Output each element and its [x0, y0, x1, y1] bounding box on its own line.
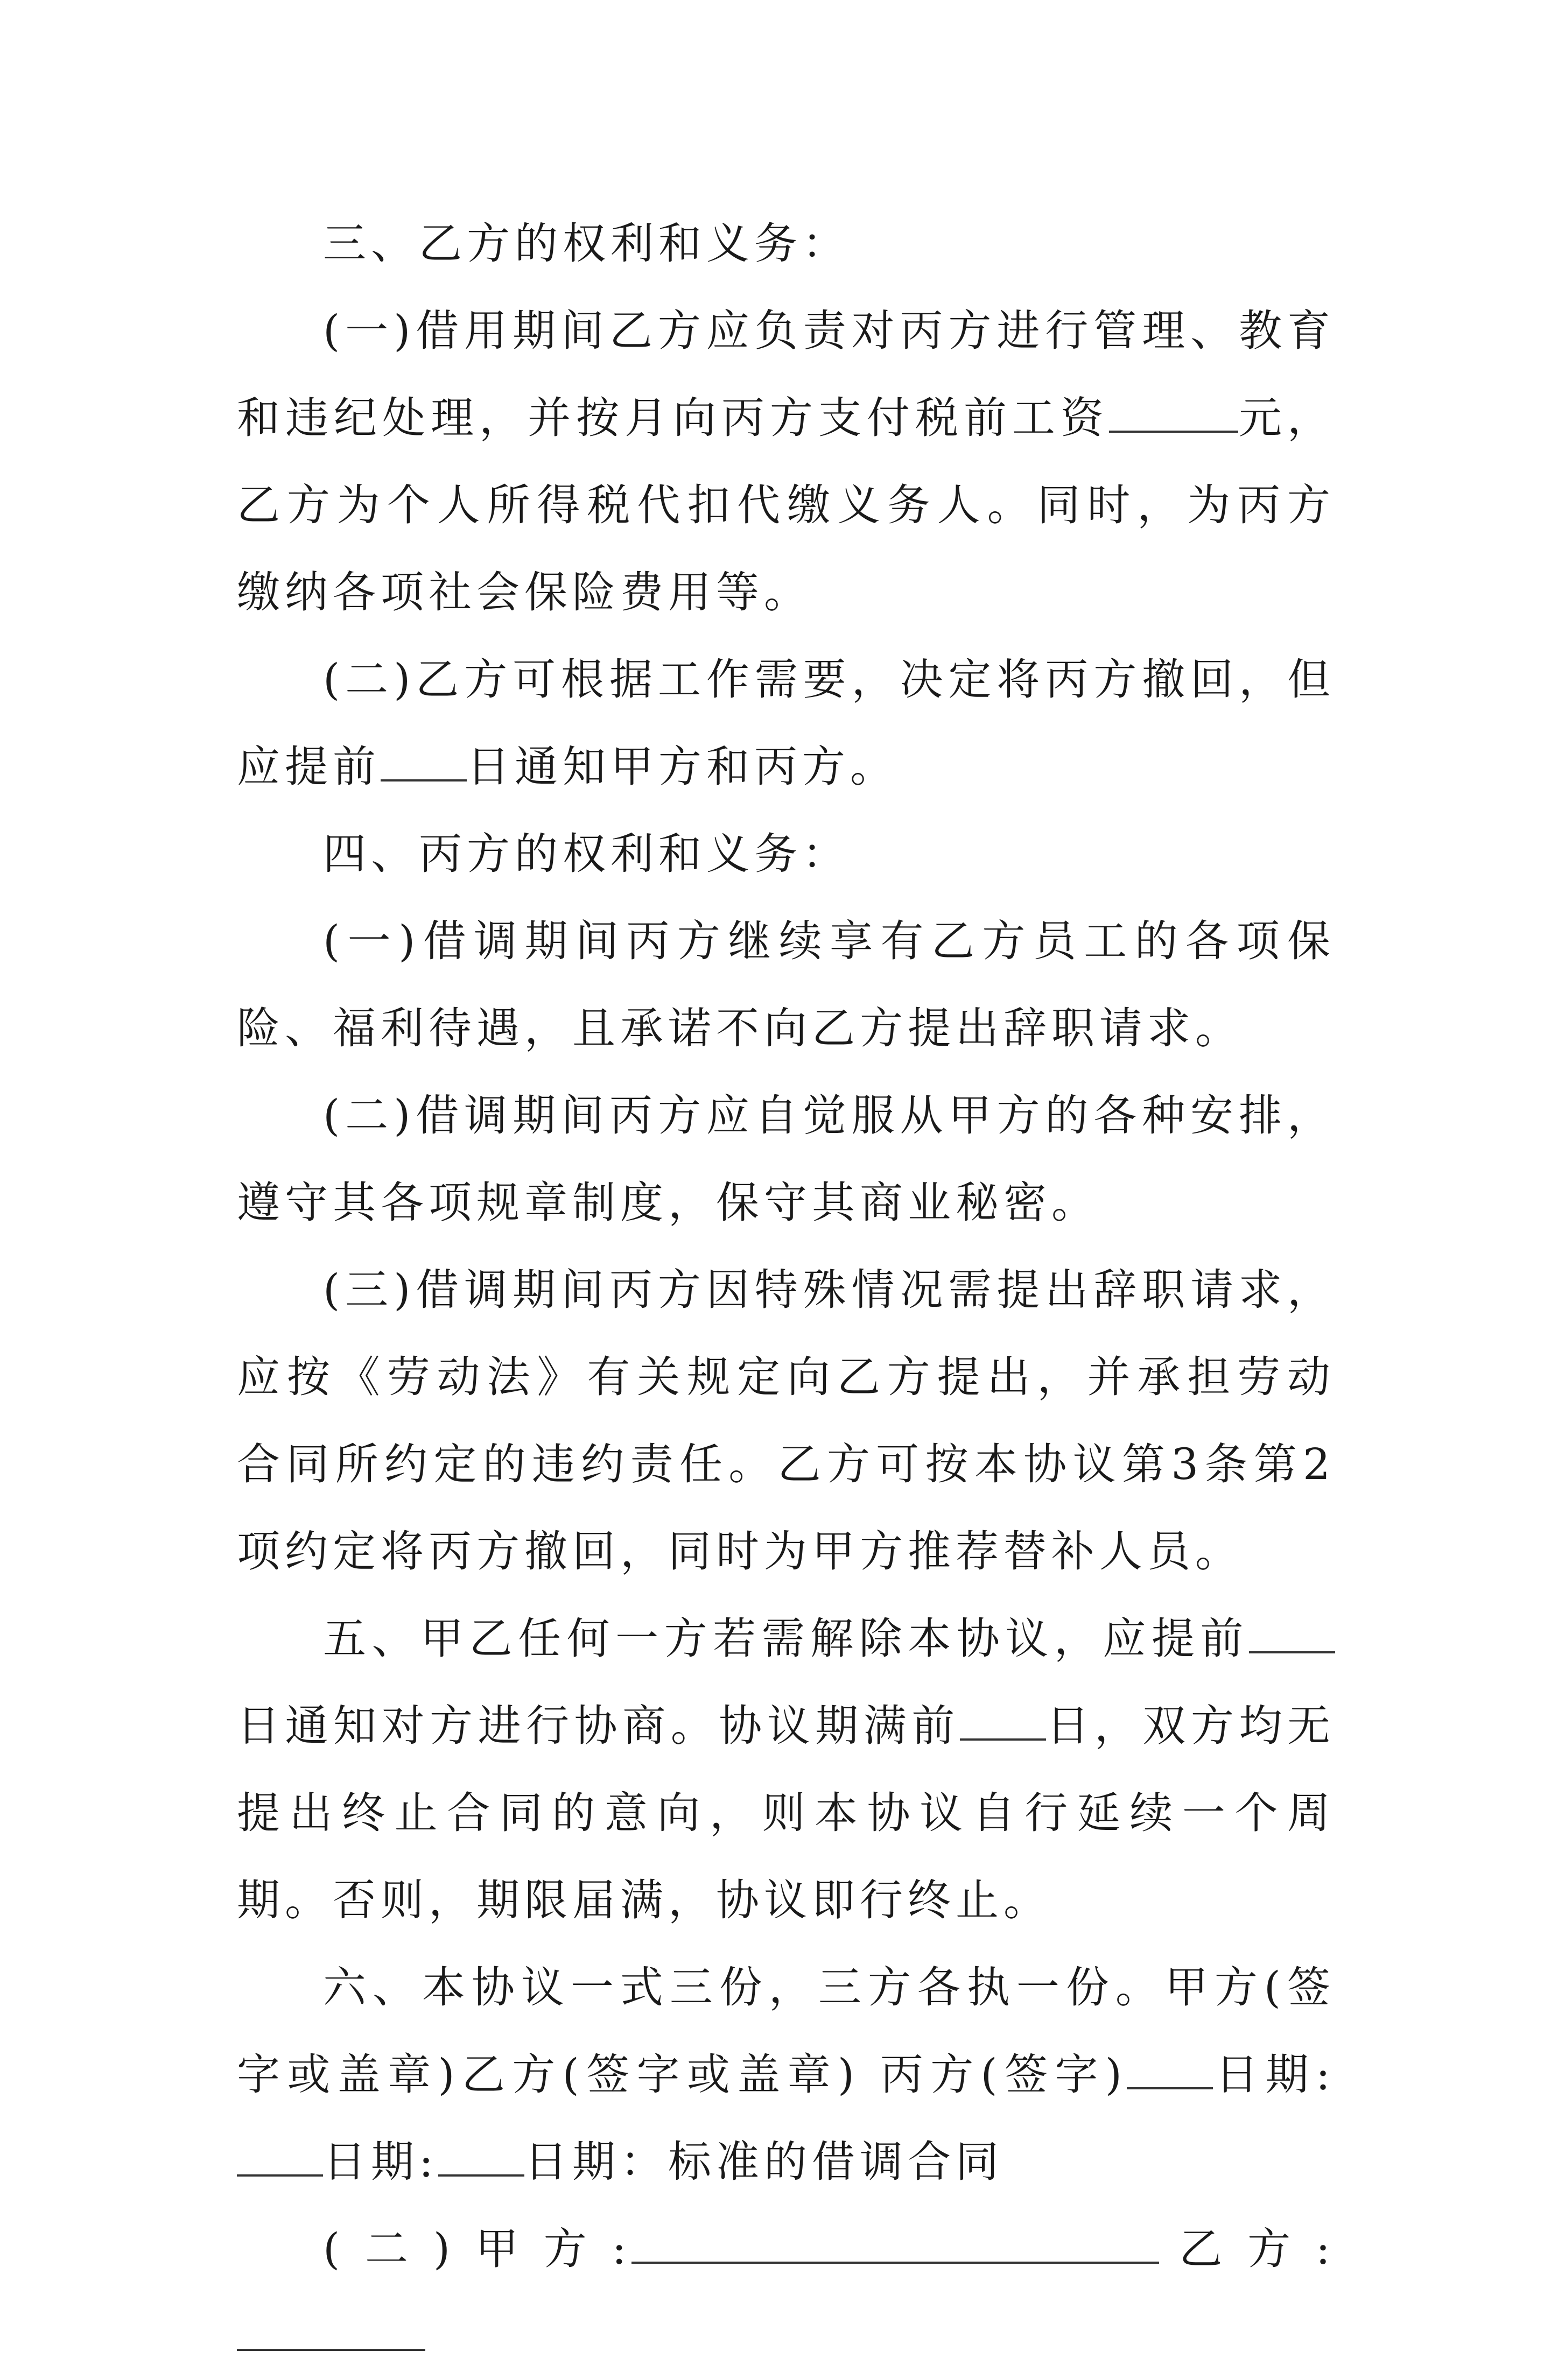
paragraph-text: (二)借调期间丙方应自觉服从甲方的各种安排，遵守其各项规章制度，保守其商业秘密。 [237, 1090, 1335, 1228]
paragraph-text: 四、丙方的权利和义务： [323, 829, 850, 879]
paragraph-text: 六、本协议一式三份，三方各执一份。甲方(签字或盖章)乙方(签字或盖章) 丙方(签字) [237, 1962, 1335, 2100]
paragraph-text: 三、乙方的权利和义务： [323, 219, 850, 269]
paragraph-text: 五、甲乙任何一方若需解除本协议，应提前 [323, 1614, 1249, 1664]
contract-paragraph [237, 1072, 1335, 1247]
paragraph-text: 日通知甲方和丙方。 [467, 742, 898, 792]
document-page [237, 200, 1335, 2380]
paragraph-text: (二)甲方: [323, 2224, 631, 2274]
paragraph-text: (二)乙方可根据工作需要，决定将丙方撤回，但应提前 [237, 654, 1335, 792]
contract-paragraph [237, 1944, 1335, 2206]
fill-in-blank[interactable] [1249, 1617, 1335, 1653]
fill-in-blank[interactable] [381, 745, 467, 781]
contract-paragraph [237, 1595, 1335, 1944]
paragraph-text: 日通知对方进行协商。协议期满前 [237, 1701, 960, 1751]
fill-in-blank[interactable] [438, 2140, 524, 2177]
contract-paragraph [237, 2206, 1335, 2380]
fill-in-blank[interactable] [1127, 2053, 1213, 2089]
paragraph-text: 元，乙方为个人所得税代扣代缴义务人。同时，为丙方缴纳各项社会保险费用等。 [237, 393, 1335, 617]
fill-in-blank[interactable] [1109, 396, 1238, 433]
contract-paragraph [237, 1247, 1335, 1595]
contract-paragraph [237, 811, 1335, 898]
contract-paragraph [237, 200, 1335, 287]
paragraph-text: 乙方: [1159, 2224, 1336, 2274]
paragraph-text: (三)借调期间丙方因特殊情况需提出辞职请求，应按《劳动法》有关规定向乙方提出，并承担劳动合同所约定的违约责任。乙方可按本协议第3条第2项约定将丙方撤回，同时为甲方推荐替补人员。 [237, 1265, 1335, 1576]
contract-paragraph [237, 287, 1335, 636]
fill-in-blank[interactable] [960, 1704, 1046, 1741]
contract-paragraph [237, 898, 1335, 1072]
fill-in-blank[interactable] [631, 2227, 1159, 2264]
paragraph-text: 日期: [323, 2137, 438, 2187]
paragraph-text: 日期：标准的借调合同 [524, 2137, 1003, 2187]
contract-paragraph [237, 636, 1335, 811]
paragraph-text: 日，双方均无提出终止合同的意向，则本协议自行延续一个周期。否则，期限届满，协议即行终止。 [237, 1701, 1336, 1925]
fill-in-blank[interactable] [237, 2140, 323, 2177]
paragraph-text: (一)借调期间丙方继续享有乙方员工的各项保险、福利待遇，且承诺不向乙方提出辞职请求。 [237, 916, 1335, 1053]
fill-in-blank[interactable] [237, 2314, 425, 2351]
paragraph-text: (一)借用期间乙方应负责对丙方进行管理、教育和违纪处理，并按月向丙方支付税前工资 [237, 306, 1335, 443]
paragraph-text: 日期: [1213, 2050, 1335, 2100]
